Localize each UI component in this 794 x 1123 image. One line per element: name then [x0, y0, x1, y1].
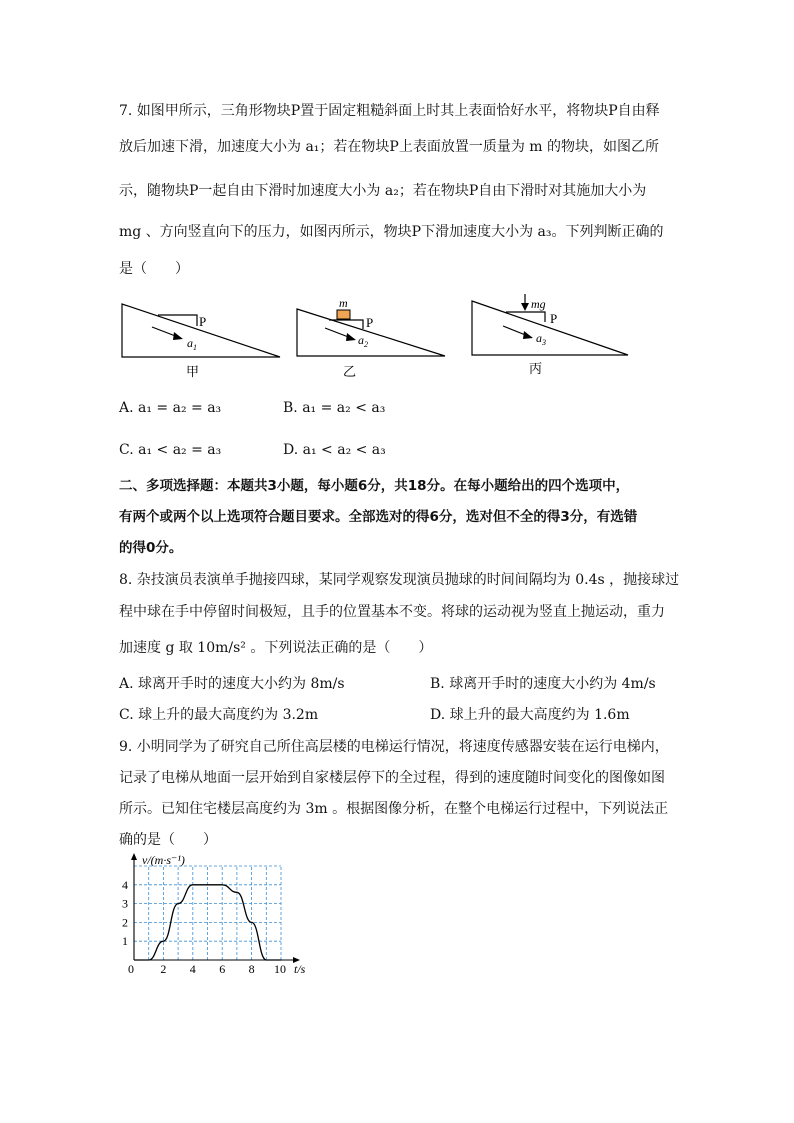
q9-line-2: 记录了电梯从地面一层开始到自家楼层停下的全过程，得到的速度随时间变化的图像如图 [119, 770, 665, 786]
x-tick-label: 6 [219, 962, 226, 976]
incline-bing [472, 301, 628, 355]
q7-line-2: 放后加速下滑，加速度大小为 a₁；若在物块P上表面放置一质量为 m 的物块，如图乙所 [119, 139, 660, 155]
q9-line-1: 9. 小明同学为了研究自己所住高层楼的电梯运行情况，将速度传感器安装在运行电梯内， [119, 739, 669, 755]
accel-sub-bing: 3 [542, 338, 546, 347]
mass-label-yi: m [339, 296, 348, 310]
q7-option-b: B. a₁ = a₂ < a₃ [283, 400, 386, 416]
q8-option-c: C. 球上升的最大高度约为 3.2m [119, 707, 319, 723]
y-tick-label: 2 [122, 915, 128, 930]
block-p-bing [506, 312, 545, 322]
q7-option-a: A. a₁ = a₂ = a₃ [119, 400, 222, 416]
q7-line-5: 是（ ） [119, 261, 189, 277]
q7-line-4: mg 、方向竖直向下的压力，如图丙所示，物块P下滑加速度大小为 a₃。下列判断正确的 [119, 224, 664, 240]
accel-sub-yi: 2 [364, 340, 368, 349]
chart-ylabel: v/(m·s⁻¹) [142, 853, 185, 867]
q7-line-3: 示，随物块P一起自由下滑时加速度大小为 a₂；若在物块P自由下滑时对其施加大小为 [119, 183, 647, 199]
velocity-time-chart [114, 852, 319, 980]
accel-label-bing: a [536, 331, 542, 345]
q8-option-a: A. 球离开手时的速度大小约为 8m/s [119, 676, 345, 692]
caption-bing: 丙 [529, 361, 543, 376]
accel-arrowhead-jia [173, 332, 183, 340]
caption-jia: 甲 [186, 364, 200, 379]
caption-yi: 乙 [343, 364, 357, 379]
chart-grid [134, 866, 281, 960]
accel-arrowhead-bing [523, 331, 533, 339]
block-label-bing: P [550, 311, 558, 326]
block-label-jia: P [199, 314, 207, 329]
y-tick-label: 1 [122, 934, 128, 949]
q9-line-4: 确的是（ ） [119, 832, 217, 848]
x-tick-label: 10 [274, 962, 286, 976]
accel-label-yi: a [358, 333, 364, 347]
chart-xlabel: t/s [294, 962, 306, 976]
accel-arrowhead-yi [346, 333, 356, 341]
x-tick-label: 8 [248, 962, 255, 976]
figure-jia [116, 296, 286, 382]
q7-line-1: 7. 如图甲所示，三角形物块P置于固定粗糙斜面上时其上表面恰好水平，将物块P自由释 [119, 103, 660, 119]
section2-line-1: 二、多项选择题：本题共3小题，每小题6分，共18分。在每小题给出的四个选项中， [119, 478, 630, 494]
q8-option-d: D. 球上升的最大高度约为 1.6m [430, 707, 630, 723]
svg-text:a1 [187, 336, 197, 352]
figure-yi [291, 296, 451, 382]
svg-text:a3 [536, 331, 546, 347]
accel-label-jia: a [187, 336, 193, 350]
q8-line-3: 加速度 g 取 10m/s² 。下列说法正确的是（ ） [119, 640, 433, 656]
q8-line-2: 程中球在手中停留时间极短，且手的位置基本不变。将球的运动视为竖直上抛运动，重力 [119, 604, 665, 620]
block-p-jia [158, 315, 197, 326]
y-axis-arrowhead [131, 853, 137, 860]
x-tick-label: 4 [189, 962, 196, 976]
q8-option-b: B. 球离开手时的速度大小约为 4m/s [430, 676, 656, 692]
chart-axes [131, 853, 300, 963]
q9-line-3: 所示。已知住宅楼层高度约为 3m 。根据图像分析，在整个电梯运行过程中，下列说法正 [119, 801, 669, 817]
y-tick-label: 4 [122, 877, 128, 892]
section2-line-2: 有两个或两个以上选项符合题目要求。全部选对的得6分，选对但不全的得3分，有选错 [119, 509, 638, 525]
svg-text:a2 [358, 333, 368, 349]
incline-jia [122, 304, 280, 357]
force-arrowhead-bing [521, 303, 529, 311]
x-tick-label: 2 [160, 962, 167, 976]
q7-option-d: D. a₁ < a₂ < a₃ [283, 442, 386, 458]
block-label-yi: P [366, 315, 374, 330]
chart-tick-labels [122, 878, 286, 976]
section2-line-3: 的得0分。 [119, 540, 183, 556]
x-tick-label: 0 [128, 962, 134, 976]
accel-sub-jia: 1 [193, 343, 197, 352]
y-tick-label: 3 [122, 896, 128, 911]
mass-block-yi [337, 310, 350, 319]
q8-line-1: 8. 杂技演员表演单手抛接四球，某同学观察发现演员抛球的时间间隔均为 0.4s ，抛接球过 [119, 572, 680, 588]
q7-option-c: C. a₁ < a₂ = a₃ [119, 442, 222, 458]
figure-bing [466, 293, 634, 379]
force-label-bing: mg [531, 297, 546, 311]
